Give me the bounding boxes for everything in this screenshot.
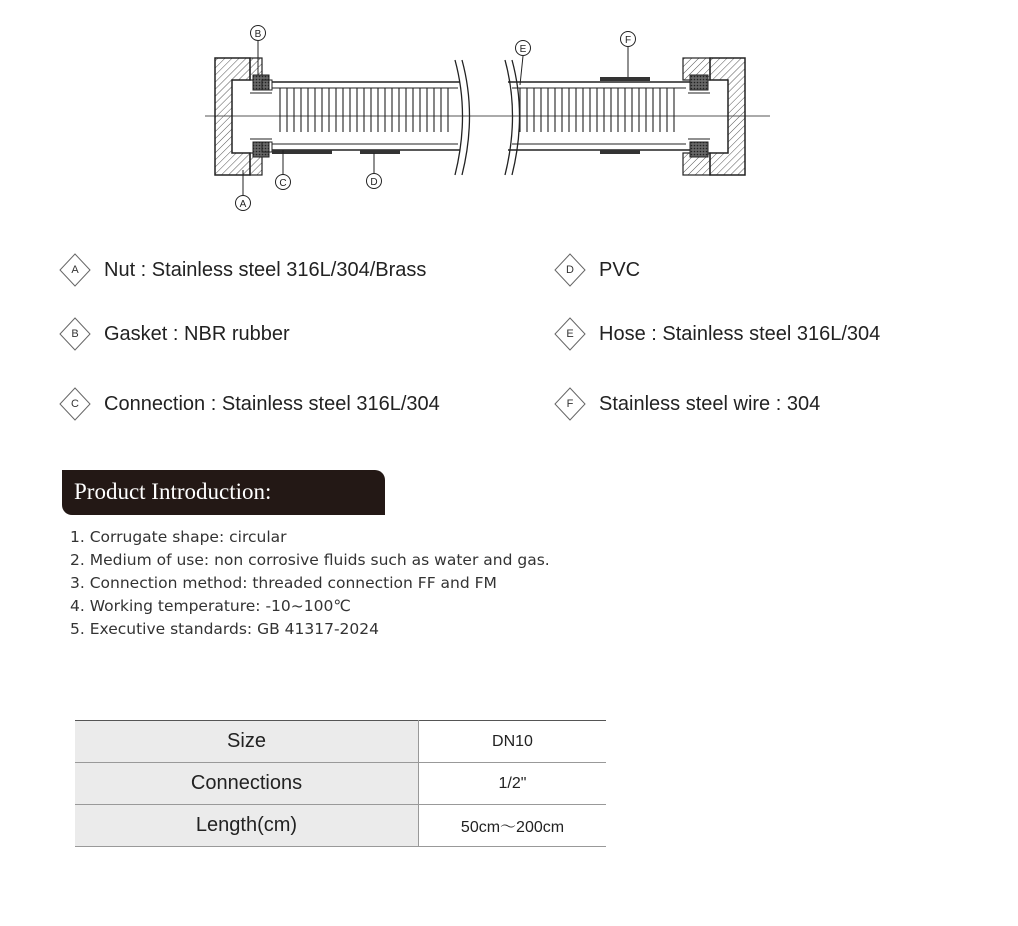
legend-item-f (553, 386, 820, 422)
diamond-marker-icon: A (58, 252, 92, 288)
legend-text: PVC (599, 258, 641, 281)
table-cell-value: DN10 (419, 721, 607, 763)
callout-d: D (370, 177, 378, 188)
legend-text: Connection : Stainless steel 316L/304 (104, 392, 440, 415)
intro-list (70, 526, 550, 641)
callout-c: C (279, 178, 287, 189)
diamond-marker-icon: E (553, 316, 587, 352)
list-item: 2. Medium of use: non corrosive fluids such as water and gas. (70, 551, 550, 569)
legend-item-a (58, 252, 426, 288)
legend-text: Gasket : NBR rubber (104, 322, 290, 345)
diamond-marker-icon: F (553, 386, 587, 422)
table-row (75, 721, 606, 763)
table-cell-value: 1/2" (419, 763, 607, 805)
table-cell-label: Connections (75, 763, 419, 805)
callout-a: A (239, 199, 247, 210)
legend-item-e (553, 316, 880, 352)
legend-text: Hose : Stainless steel 316L/304 (599, 322, 881, 345)
table-cell-label: Size (75, 721, 419, 763)
table-cell-label: Length(cm) (75, 805, 419, 847)
callout-e: E (519, 44, 527, 55)
right-hose-section (505, 60, 690, 175)
legend-text: Nut : Stainless steel 316L/304/Brass (104, 258, 427, 281)
diamond-marker-icon: C (58, 386, 92, 422)
list-item: 4. Working temperature: -10~100℃ (70, 597, 351, 615)
legend-text: Stainless steel wire : 304 (599, 392, 821, 415)
table-cell-value: 50cm～200cm (419, 805, 607, 847)
diamond-marker-icon: D (553, 252, 587, 288)
section-heading-badge (62, 470, 385, 515)
callout-f: F (624, 35, 632, 46)
left-hose-section (272, 60, 470, 175)
list-item: 1. Corrugate shape: circular (70, 528, 287, 546)
table-row (75, 763, 606, 805)
hose-diagram (0, 0, 1018, 225)
callout-b: B (254, 29, 262, 40)
legend-item-d (553, 252, 640, 288)
legend-item-b (58, 316, 290, 352)
legend-item-c (58, 386, 440, 422)
section-heading: Product Introduction: (74, 479, 272, 504)
diamond-marker-icon: B (58, 316, 92, 352)
list-item: 5. Executive standards: GB 41317-2024 (70, 620, 380, 638)
spec-table (75, 720, 606, 847)
table-row (75, 805, 606, 847)
list-item: 3. Connection method: threaded connection FF and FM (70, 574, 497, 592)
